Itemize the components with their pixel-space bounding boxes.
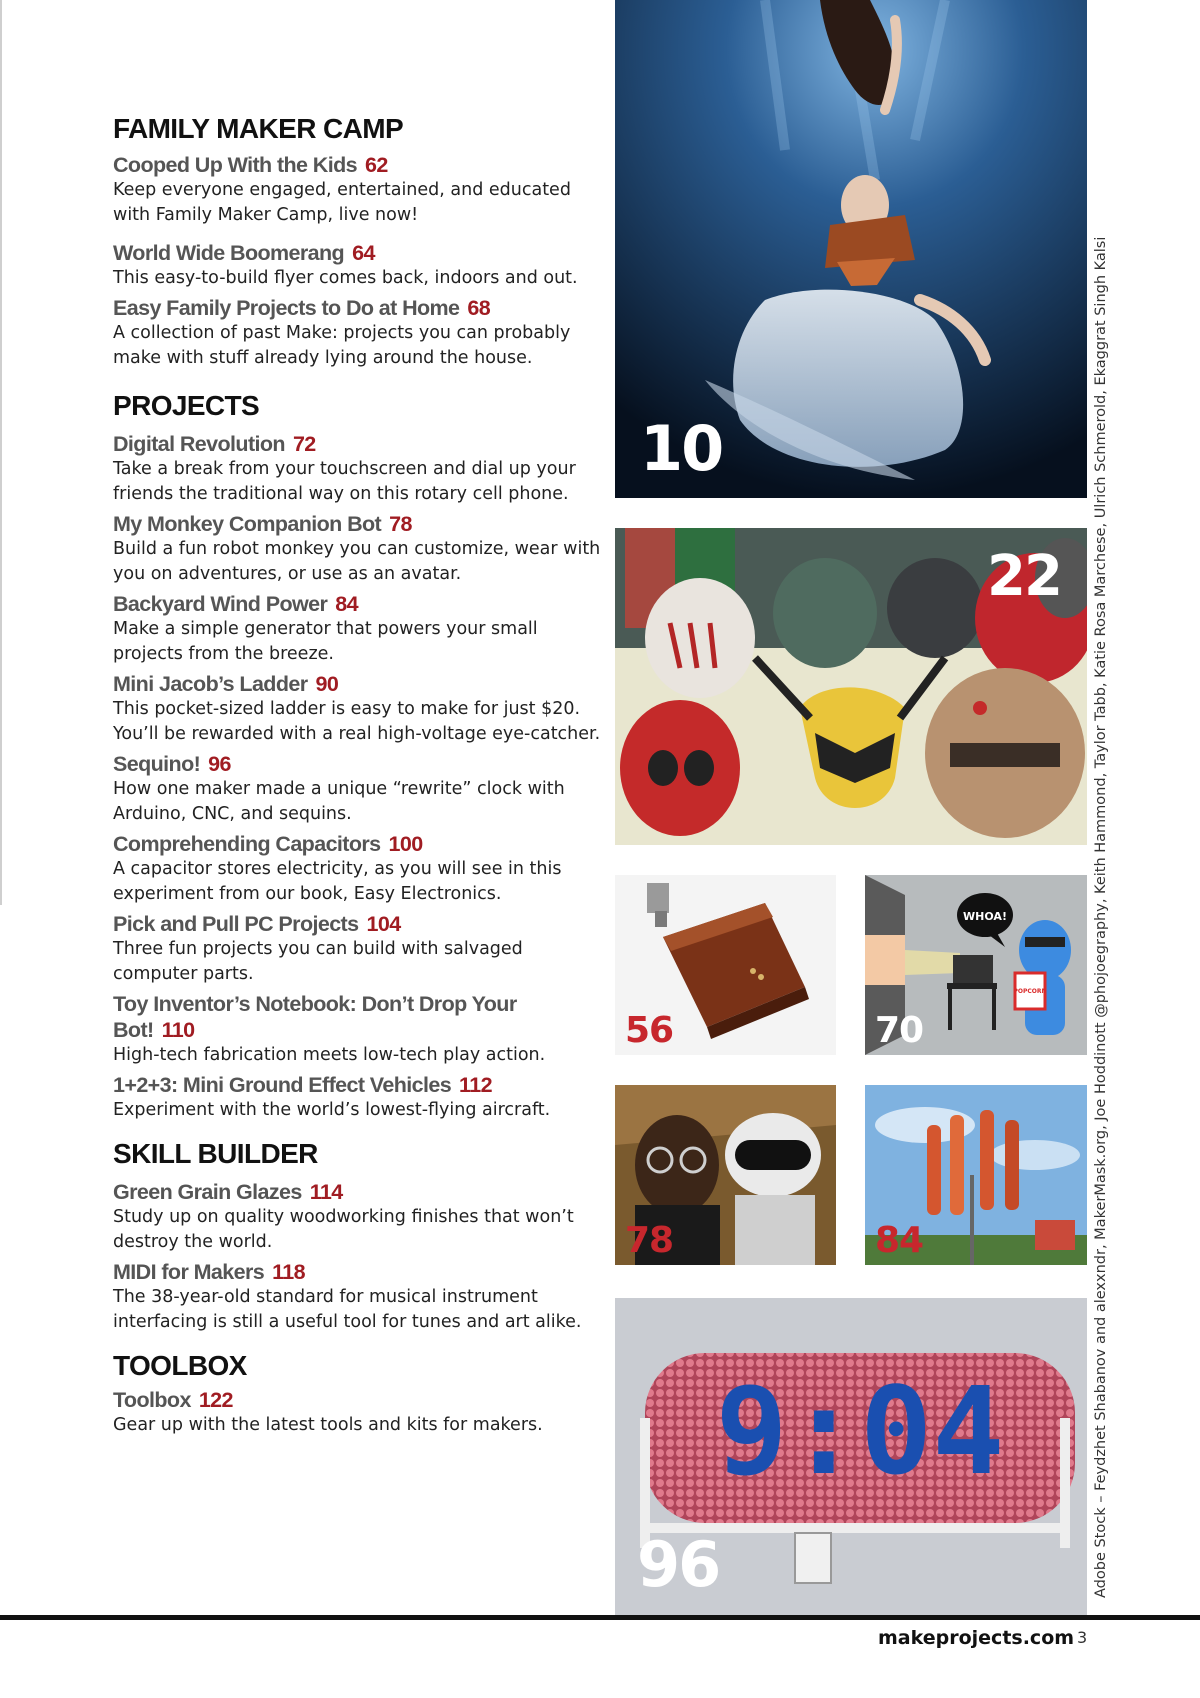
- entry-title-text: Easy Family Projects to Do at Home: [113, 296, 460, 320]
- toc-section: [113, 389, 603, 1123]
- page-number-overlay: 70: [875, 1010, 924, 1051]
- entry-description: Three fun projects you can build with salvaged computer parts.: [113, 939, 523, 984]
- toc-section: [113, 112, 603, 371]
- entry-title: [113, 431, 603, 457]
- photo-sequin-clock[interactable]: [615, 1298, 1087, 1615]
- entry-page-number: 100: [388, 832, 423, 856]
- footer-website[interactable]: makeprojects.com: [878, 1627, 1075, 1649]
- toc-entry[interactable]: [113, 431, 603, 507]
- toc-entry[interactable]: [113, 911, 603, 987]
- section-heading: SKILL BUILDER: [113, 1138, 318, 1169]
- toc-entry[interactable]: [113, 240, 603, 291]
- entry-description: Keep everyone engaged, entertained, and educated with Family Maker Camp, live now!: [113, 180, 571, 225]
- entry-description: This easy-to-build flyer comes back, indoors and out.: [113, 268, 578, 288]
- toc-entry[interactable]: [113, 511, 603, 587]
- speech-bubble-text: WHOA!: [963, 910, 1007, 923]
- entry-page-number: 110: [161, 1018, 195, 1042]
- footer-rule: [0, 1615, 1200, 1620]
- entry-title: [113, 751, 603, 777]
- entry-description: A collection of past Make: projects you can probably make with stuff already lying around the house.: [113, 323, 571, 368]
- entry-title-text: 1+2+3: Mini Ground Effect Vehicles: [113, 1073, 452, 1097]
- toc-entry[interactable]: [113, 1387, 603, 1438]
- entry-description: Study up on quality woodworking finishes that won’t destroy the world.: [113, 1207, 574, 1252]
- photo-painted-helmets[interactable]: [615, 528, 1087, 845]
- entry-description: How one maker made a unique “rewrite” clock with Arduino, CNC, and sequins.: [113, 779, 565, 824]
- entry-title-text: Sequino!: [113, 752, 201, 776]
- entry-page-number: 90: [315, 672, 339, 696]
- popcorn-label: POPCORN: [1013, 988, 1047, 995]
- toc-entry[interactable]: [113, 1072, 603, 1123]
- entry-description: High-tech fabrication meets low-tech play action.: [113, 1045, 546, 1065]
- entry-title-text: Cooped Up With the Kids: [113, 153, 357, 177]
- toc-section: [113, 1137, 603, 1335]
- footer-page-number: 3: [1077, 1628, 1088, 1647]
- entry-description: Take a break from your touchscreen and dial up your friends the traditional way on this rotary cell phone.: [113, 459, 576, 504]
- section-heading: TOOLBOX: [113, 1350, 247, 1381]
- section-heading: PROJECTS: [113, 390, 260, 421]
- entry-title-text: My Monkey Companion Bot: [113, 512, 382, 536]
- entry-description: Gear up with the latest tools and kits for makers.: [113, 1415, 543, 1435]
- page-number-overlay: 84: [875, 1220, 924, 1261]
- entry-title: [113, 991, 603, 1043]
- entry-description: The 38-year-old standard for musical instrument interfacing is still a useful tool for tunes and art alike.: [113, 1287, 582, 1332]
- entry-title: [113, 240, 603, 266]
- entry-title: [113, 591, 603, 617]
- entry-title-text: Digital Revolution: [113, 432, 285, 456]
- entry-title: [113, 1387, 603, 1413]
- toc-entry[interactable]: [113, 152, 603, 228]
- illustration-cartoon-projector[interactable]: [865, 875, 1087, 1055]
- entry-title: [113, 911, 603, 937]
- entry-title-text: World Wide Boomerang: [113, 241, 345, 265]
- toc-section: [113, 1349, 603, 1438]
- sequin-clock-display: 9:04: [715, 1363, 1005, 1502]
- table-of-contents: [113, 112, 603, 1438]
- entry-page-number: 62: [364, 153, 388, 177]
- entry-title: [113, 295, 603, 321]
- entry-page-number: 112: [459, 1073, 492, 1097]
- entry-title-text: Green Grain Glazes: [113, 1180, 302, 1204]
- page-number-overlay: 96: [637, 1528, 720, 1601]
- entry-page-number: 72: [292, 432, 316, 456]
- entry-title-text: Backyard Wind Power: [113, 592, 328, 616]
- entry-title: [113, 1259, 603, 1285]
- toc-entry[interactable]: [113, 831, 603, 907]
- photo-robot-monkey[interactable]: [615, 1085, 836, 1265]
- entry-page-number: 68: [467, 296, 491, 320]
- entry-page-number: 118: [272, 1260, 305, 1284]
- entry-description: This pocket-sized ladder is easy to make for just $20. You’ll be rewarded with a real high-voltage eye-catcher.: [113, 699, 601, 744]
- page-number-overlay: 56: [625, 1010, 674, 1051]
- entry-page-number: 104: [366, 912, 401, 936]
- entry-page-number: 96: [208, 752, 231, 776]
- entry-title: [113, 671, 603, 697]
- entry-page-number: 114: [309, 1180, 343, 1204]
- entry-page-number: 78: [389, 512, 412, 536]
- entry-page-number: 64: [352, 241, 375, 265]
- entry-page-number: 84: [335, 592, 358, 616]
- toc-entry[interactable]: [113, 751, 603, 827]
- entry-description: Experiment with the world’s lowest-flying aircraft.: [113, 1100, 551, 1120]
- entry-title-text: Toy Inventor’s Notebook: Don’t Drop Your Bot!: [113, 992, 517, 1042]
- entry-title-text: MIDI for Makers: [113, 1260, 265, 1284]
- entry-description: Make a simple generator that powers your small projects from the breeze.: [113, 619, 538, 664]
- entry-title: [113, 152, 603, 178]
- entry-title: [113, 511, 603, 537]
- page-number-overlay: 10: [640, 412, 723, 485]
- entry-description: Build a fun robot monkey you can customize, wear with you on adventures, or use as an avatar.: [113, 539, 601, 584]
- toc-entry[interactable]: [113, 1259, 603, 1335]
- toc-entry[interactable]: [113, 295, 603, 371]
- entry-title: [113, 831, 603, 857]
- section-heading: FAMILY MAKER CAMP: [113, 113, 404, 144]
- toc-entry[interactable]: [113, 671, 603, 747]
- toc-entry[interactable]: [113, 1179, 603, 1255]
- entry-title: [113, 1179, 603, 1205]
- entry-page-number: 122: [198, 1388, 233, 1412]
- toc-entry[interactable]: [113, 591, 603, 667]
- entry-title: [113, 1072, 603, 1098]
- entry-title-text: Comprehending Capacitors: [113, 832, 381, 856]
- entry-title-text: Toolbox: [113, 1388, 191, 1412]
- photo-wind-turbine[interactable]: [865, 1085, 1087, 1265]
- page-number-overlay: 78: [625, 1220, 674, 1261]
- entry-description: A capacitor stores electricity, as you will see in this experiment from our book, Easy Electronics.: [113, 859, 562, 904]
- photo-credits: Adobe Stock – Feydzhet Shabanov and alexxndr, MakerMask.org, Joe Hoddinott @phojoegraphy, Keith Hammond, Taylor Tabb, Katie Rosa Marchese, Ulrich Schmerold, Ekaggrat Singh Kalsi: [1093, 236, 1109, 1598]
- photo-underwater-dancer[interactable]: [615, 0, 1087, 498]
- photo-wooden-soap-dispenser[interactable]: [615, 875, 836, 1055]
- toc-entry[interactable]: [113, 991, 603, 1068]
- left-edge-rule: [0, 0, 2, 905]
- entry-title-text: Mini Jacob’s Ladder: [113, 672, 308, 696]
- page-number-overlay: 22: [987, 544, 1061, 609]
- entry-title-text: Pick and Pull PC Projects: [113, 912, 359, 936]
